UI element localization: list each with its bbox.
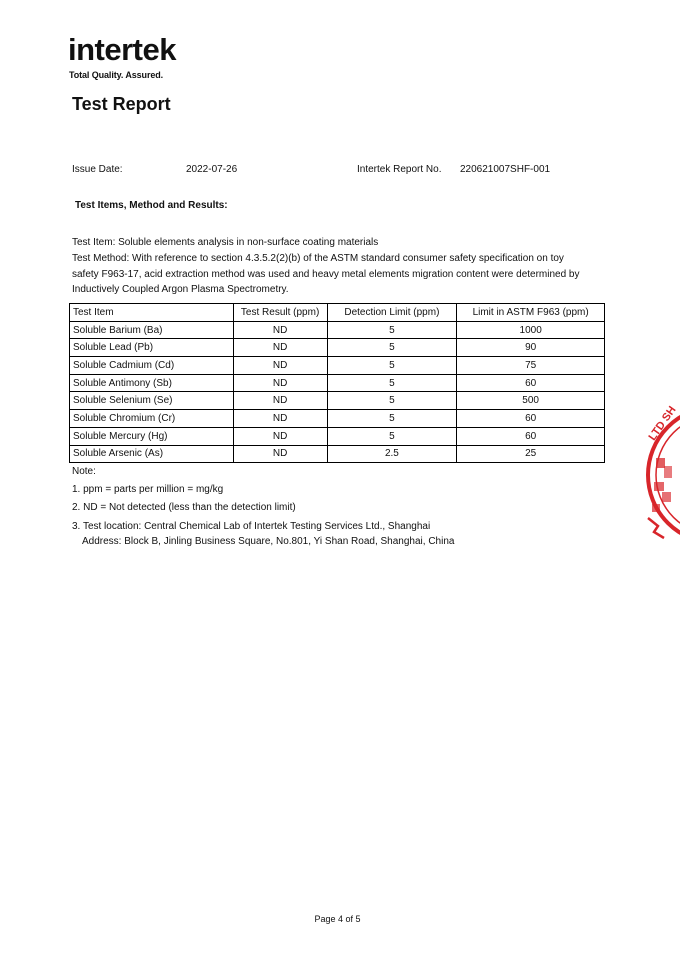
cell-detection-limit: 5: [327, 392, 457, 410]
report-title: Test Report: [72, 94, 171, 114]
cell-test-item: Soluble Lead (Pb): [70, 339, 234, 357]
cell-detection-limit: 5: [327, 374, 457, 392]
test-item-line: Test Item: Soluble elements analysis in non-surface coating materials: [72, 237, 379, 248]
table-row: [70, 357, 605, 375]
note-item: 2. ND = Not detected (less than the detection limit): [72, 502, 296, 513]
results-table: [69, 303, 605, 463]
cell-result: ND: [233, 427, 327, 445]
issue-date-label: Issue Date:: [72, 164, 123, 175]
cell-test-item: Soluble Arsenic (As): [70, 445, 234, 463]
section-heading: Test Items, Method and Results:: [75, 200, 228, 211]
cell-result: ND: [233, 410, 327, 428]
cell-detection-limit: 5: [327, 410, 457, 428]
table-row: [70, 392, 605, 410]
table-row: [70, 445, 605, 463]
cell-test-item: Soluble Antimony (Sb): [70, 374, 234, 392]
cell-detection-limit: 5: [327, 357, 457, 375]
test-method-paragraph: [72, 251, 612, 298]
cell-test-item: Soluble Mercury (Hg): [70, 427, 234, 445]
table-row: [70, 374, 605, 392]
cell-astm-limit: 25: [457, 445, 605, 463]
cell-detection-limit: 2.5: [327, 445, 457, 463]
test-method-line: Test Method: With reference to section 4.3.5.2(2)(b) of the ASTM standard consumer safety specification on toy: [72, 253, 564, 264]
cell-result: ND: [233, 374, 327, 392]
cell-result: ND: [233, 339, 327, 357]
lab-address: Address: Block B, Jinling Business Square, No.801, Yi Shan Road, Shanghai, China: [82, 536, 455, 547]
cell-astm-limit: 1000: [457, 321, 605, 339]
table-row: [70, 427, 605, 445]
svg-text:LTD SH: LTD SH: [646, 404, 679, 443]
column-header: Test Result (ppm): [233, 304, 327, 322]
cell-detection-limit: 5: [327, 427, 457, 445]
table-row: [70, 321, 605, 339]
note-item: 3. Test location: Central Chemical Lab of Intertek Testing Services Ltd., Shanghai: [72, 521, 431, 532]
cell-astm-limit: 60: [457, 410, 605, 428]
note-item: 1. ppm = parts per million = mg/kg: [72, 484, 224, 495]
cell-astm-limit: 90: [457, 339, 605, 357]
cell-test-item: Soluble Barium (Ba): [70, 321, 234, 339]
page-number: Page 4 of 5: [314, 914, 361, 924]
notes-label: Note:: [72, 466, 96, 477]
column-header: Test Item: [70, 304, 234, 322]
report-no-value: 220621007SHF-001: [460, 164, 551, 175]
cell-test-item: Soluble Cadmium (Cd): [70, 357, 234, 375]
column-header: Detection Limit (ppm): [327, 304, 457, 322]
cell-detection-limit: 5: [327, 321, 457, 339]
cell-result: ND: [233, 321, 327, 339]
cell-astm-limit: 75: [457, 357, 605, 375]
logo-tagline: Total Quality. Assured.: [69, 70, 164, 80]
cell-detection-limit: 5: [327, 339, 457, 357]
company-seal-stamp: [640, 400, 680, 550]
logo-wordmark: intertek: [68, 32, 176, 67]
table-row: [70, 410, 605, 428]
test-method-line: Inductively Coupled Argon Plasma Spectrometry.: [72, 284, 289, 295]
table-row: [70, 339, 605, 357]
table-header-row: [70, 304, 605, 322]
test-method-line: safety F963-17, acid extraction method was used and heavy metal elements migration content were determined by: [72, 268, 580, 280]
cell-test-item: Soluble Chromium (Cr): [70, 410, 234, 428]
cell-test-item: Soluble Selenium (Se): [70, 392, 234, 410]
cell-result: ND: [233, 392, 327, 410]
cell-result: ND: [233, 357, 327, 375]
cell-result: ND: [233, 445, 327, 463]
column-header: Limit in ASTM F963 (ppm): [457, 304, 605, 322]
report-no-label: Intertek Report No.: [357, 164, 442, 175]
cell-astm-limit: 60: [457, 427, 605, 445]
cell-astm-limit: 500: [457, 392, 605, 410]
issue-date-value: 2022-07-26: [186, 164, 238, 175]
cell-astm-limit: 60: [457, 374, 605, 392]
